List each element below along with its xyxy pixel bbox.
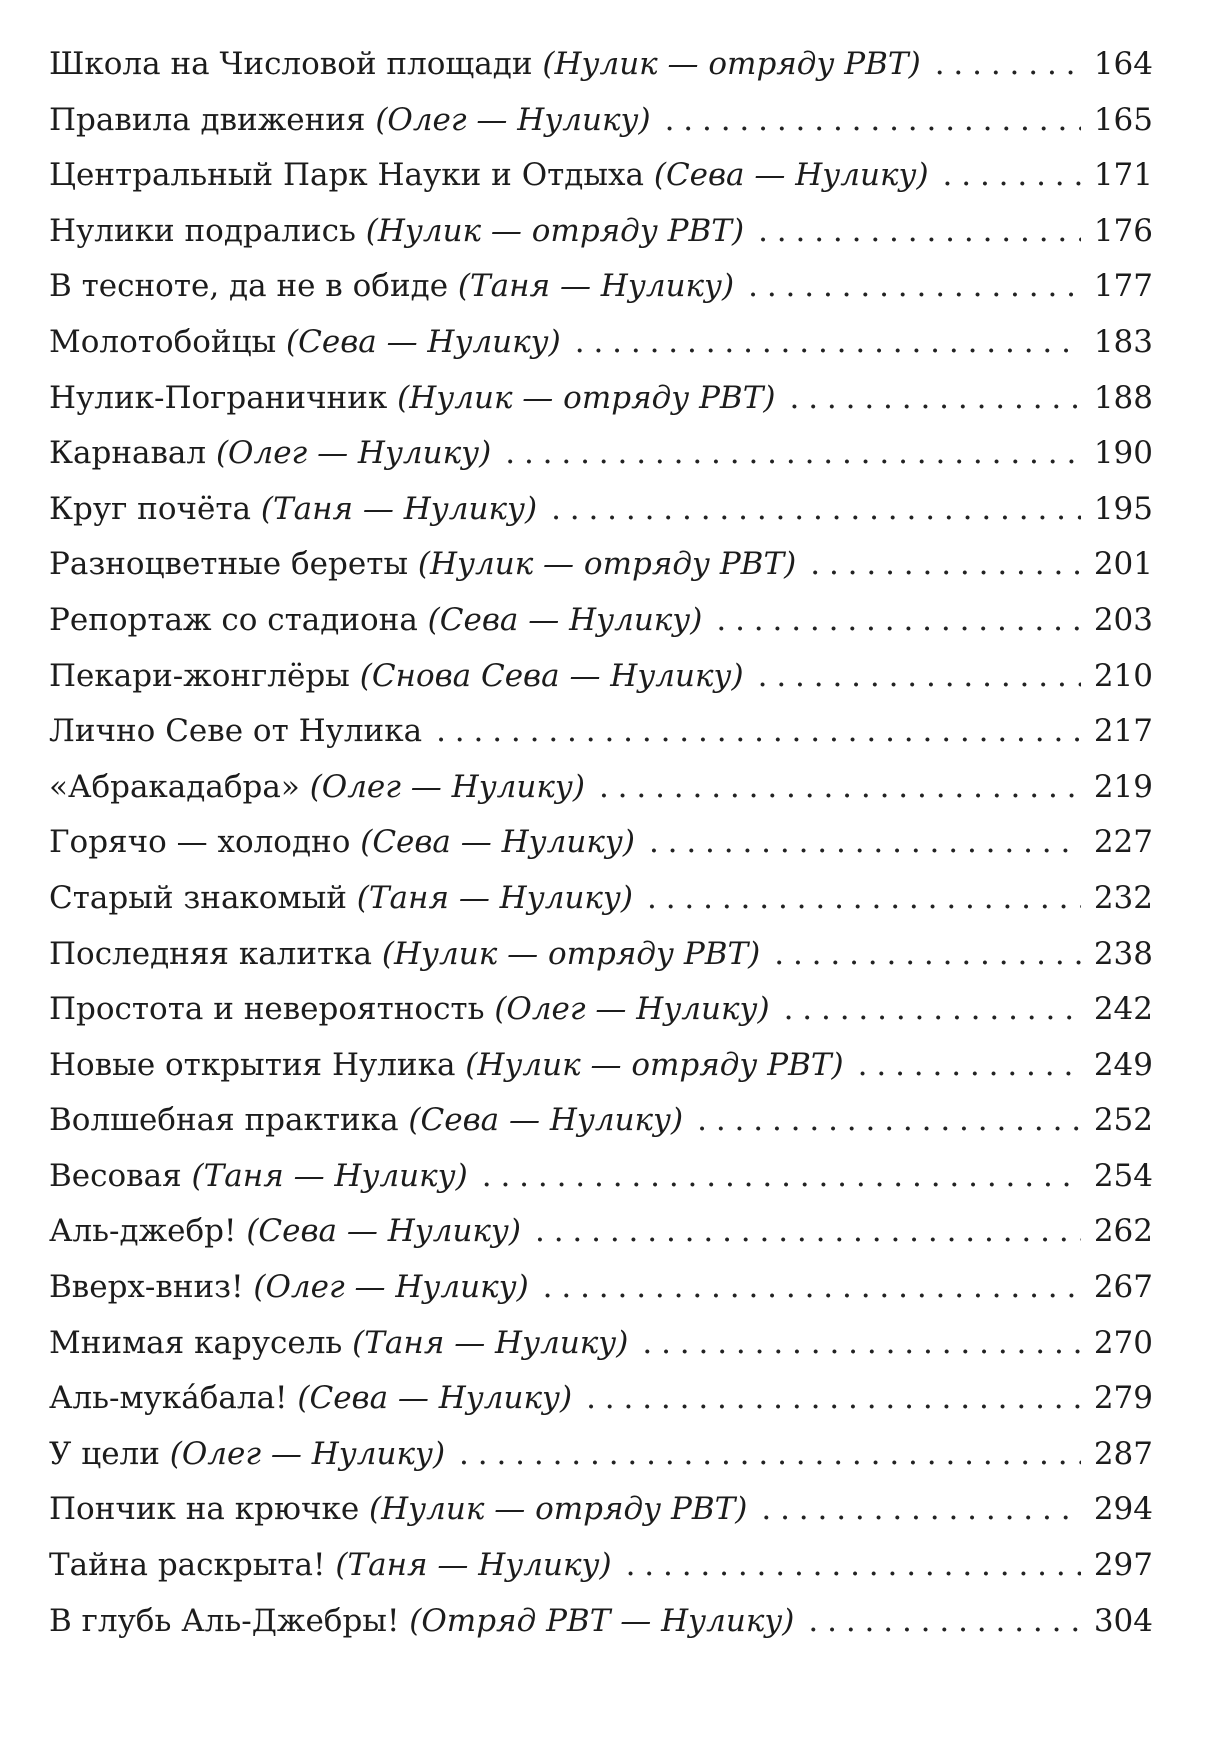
toc-entry-dot-leader (774, 927, 1081, 983)
toc-entry-dot-leader (758, 649, 1081, 705)
toc-entry (49, 1371, 1153, 1427)
toc-entry (49, 537, 1153, 593)
toc-entry (49, 1594, 1153, 1650)
toc-entry-dot-leader (665, 93, 1081, 149)
toc-entry-title: Нулики подрались (49, 212, 356, 249)
toc-entry (49, 1538, 1153, 1594)
toc-entry (49, 1038, 1153, 1094)
toc-entry-attribution: (Сева — Нулику) (286, 323, 561, 360)
toc-entry-gap (288, 1371, 298, 1427)
toc-entry-attribution: (Сева — Нулику) (360, 824, 635, 861)
toc-entry-page-number: 249 (1093, 1046, 1153, 1083)
toc-entry-page-number: 217 (1093, 713, 1153, 750)
toc-entry-attribution: (Таня — Нулику) (457, 268, 735, 305)
toc-entry-page-number: 294 (1093, 1491, 1153, 1528)
toc-entry-dot-leader (716, 593, 1081, 649)
toc-entry-page-number: 267 (1093, 1269, 1153, 1306)
toc-entry-gap (408, 537, 418, 593)
toc-entry-title: Школа на Числовой площади (49, 46, 533, 82)
toc-entry (49, 593, 1153, 649)
toc-entry-title: Центральный Парк Науки и Отдыха (49, 157, 644, 194)
toc-entry-gap (399, 1594, 409, 1650)
toc-entry-gap (387, 371, 397, 427)
toc-entry-gap (356, 204, 366, 260)
toc-entry-attribution: (Нулик — отряду РВТ) (465, 1046, 844, 1083)
toc-entry (49, 1482, 1153, 1538)
toc-entry-dot-leader (543, 1260, 1081, 1316)
toc-entry-gap (418, 593, 428, 649)
toc-entry-gap (365, 93, 375, 149)
toc-entry-page-number: 270 (1093, 1324, 1153, 1361)
toc-entry-title: Правила движения (49, 101, 366, 138)
toc-entry-dot-leader (810, 537, 1081, 593)
toc-entry-title: В тесноте, да не в обиде (49, 268, 449, 305)
toc-entry-dot-leader (649, 815, 1081, 871)
toc-entry-gap (644, 148, 654, 204)
toc-entry-title: Нулик-Пограничник (49, 379, 388, 416)
toc-entry-page-number: 177 (1093, 268, 1153, 305)
toc-entry-title: Простота и невероятность (49, 991, 485, 1028)
toc-entry-dot-leader (626, 1538, 1081, 1594)
toc-entry-dot-leader (697, 1093, 1081, 1149)
toc-entry-attribution: (Нулик — отряду РВТ) (542, 46, 921, 82)
toc-entry-page-number: 297 (1093, 1547, 1153, 1584)
toc-entry-dot-leader (436, 704, 1081, 760)
toc-entry (49, 649, 1153, 705)
toc-entry-gap (251, 482, 261, 538)
toc-entry-page-number: 219 (1093, 768, 1153, 805)
toc-entry-attribution: (Нулик — отряду РВТ) (417, 546, 797, 583)
toc-entry-title: У цели (49, 1435, 160, 1472)
toc-entry-attribution: (Таня — Нулику) (335, 1547, 612, 1584)
toc-entry-gap (484, 982, 494, 1038)
toc-entry-title: Молотобойцы (49, 323, 277, 360)
toc-entry-dot-leader (482, 1149, 1081, 1205)
toc-entry-page-number: 203 (1093, 601, 1153, 638)
toc-entry-page-number: 262 (1093, 1213, 1153, 1250)
toc-entry-title: Пончик на крючке (49, 1491, 360, 1528)
toc-entry-attribution: (Сева — Нулику) (427, 601, 703, 638)
toc-entry-gap (532, 37, 542, 93)
toc-entry-attribution: (Нулик — отряду РВТ) (365, 212, 745, 249)
toc-entry-dot-leader (808, 1594, 1081, 1650)
toc-entry-attribution: (Отряд РВТ — Нулику) (409, 1602, 795, 1639)
toc-entry-title: Мнимая карусель (49, 1324, 343, 1361)
toc-entry (49, 426, 1153, 482)
toc-entry-attribution: (Снова Сева — Нулику) (359, 657, 744, 694)
toc-entry-gap (347, 871, 357, 927)
toc-entry (49, 982, 1153, 1038)
toc-entry-gap (276, 315, 286, 371)
toc-entry-page-number: 252 (1093, 1102, 1153, 1139)
toc-entry-title: Разноцветные береты (49, 546, 409, 583)
toc-entry-title: Тайна раскрыта! (49, 1547, 326, 1584)
toc-entry-dot-leader (535, 1204, 1081, 1260)
toc-entry-attribution: (Сева — Нулику) (408, 1102, 684, 1139)
toc-entry-attribution: (Сева — Нулику) (653, 157, 929, 194)
toc-entry (49, 1260, 1153, 1316)
toc-entry-title: Аль-мука́бала! (49, 1380, 288, 1417)
toc-entry-dot-leader (505, 426, 1081, 482)
table-of-contents (49, 37, 1153, 1649)
toc-entry-title: Весовая (49, 1157, 182, 1194)
toc-entry-title: Волшебная практика (49, 1102, 399, 1139)
toc-entry-gap (300, 760, 310, 816)
toc-entry-page-number: 242 (1093, 991, 1153, 1028)
toc-entry-dot-leader (642, 1316, 1081, 1372)
toc-entry-title: Новые открытия Нулика (49, 1046, 456, 1083)
toc-entry-page-number: 195 (1093, 490, 1153, 527)
toc-entry-title: Горячо — холодно (49, 824, 351, 861)
toc-entry (49, 482, 1153, 538)
toc-entry (49, 760, 1153, 816)
toc-entry-page-number: 227 (1093, 824, 1153, 861)
toc-entry-dot-leader (935, 37, 1081, 93)
toc-entry-gap (350, 815, 360, 871)
toc-entry-gap (372, 927, 382, 983)
toc-entry (49, 1427, 1153, 1483)
toc-entry (49, 927, 1153, 983)
toc-entry-dot-leader (575, 315, 1081, 371)
toc-entry-page-number: 304 (1093, 1602, 1153, 1639)
toc-entry-dot-leader (647, 871, 1081, 927)
toc-entry-page-number: 183 (1093, 323, 1153, 360)
toc-entry-title: Пекари-жонглёры (49, 657, 350, 694)
toc-entry (49, 1316, 1153, 1372)
toc-entry-page-number: 210 (1093, 657, 1153, 694)
toc-entry-dot-leader (748, 259, 1081, 315)
toc-entry-page-number: 287 (1093, 1435, 1153, 1472)
toc-entry-title: Старый знакомый (49, 879, 347, 916)
toc-entry-dot-leader (758, 204, 1081, 260)
toc-entry-title: Лично Севе от Нулика (49, 713, 423, 750)
toc-entry-gap (359, 1482, 369, 1538)
toc-entry (49, 1149, 1153, 1205)
toc-entry-title: Аль-джебр! (49, 1213, 237, 1250)
toc-entry-dot-leader (858, 1038, 1081, 1094)
toc-entry (49, 315, 1153, 371)
toc-entry-dot-leader (789, 371, 1081, 427)
toc-entry-page-number: 238 (1093, 935, 1153, 972)
toc-entry-gap (399, 1093, 409, 1149)
toc-entry-page-number: 232 (1093, 879, 1153, 916)
toc-entry-gap (236, 1204, 246, 1260)
toc-entry-gap (350, 649, 360, 705)
toc-entry-attribution: (Олег — Нулику) (375, 101, 651, 138)
toc-entry-page-number: 279 (1093, 1380, 1153, 1417)
toc-entry-attribution: (Нулик — отряду РВТ) (397, 379, 776, 416)
toc-entry-page-number: 190 (1093, 435, 1153, 472)
toc-entry-dot-leader (459, 1427, 1081, 1483)
toc-entry-attribution: (Таня — Нулику) (191, 1157, 468, 1194)
toc-entry-dot-leader (761, 1482, 1081, 1538)
toc-entry-attribution: (Олег — Нулику) (169, 1435, 446, 1472)
toc-entry-gap (182, 1149, 192, 1205)
toc-entry-page-number: 164 (1093, 46, 1153, 82)
toc-entry-attribution: (Олег — Нулику) (253, 1269, 529, 1306)
toc-entry-dot-leader (599, 760, 1081, 816)
toc-entry-page-number: 201 (1093, 546, 1153, 583)
toc-entry-gap (326, 1538, 336, 1594)
toc-entry-gap (448, 259, 458, 315)
toc-entry-dot-leader (551, 482, 1081, 538)
toc-entry-gap (206, 426, 216, 482)
toc-entry-attribution: (Олег — Нулику) (494, 991, 770, 1028)
toc-entry-page-number: 176 (1093, 212, 1153, 249)
toc-entry-title: Репортаж со стадиона (49, 601, 418, 638)
toc-entry (49, 37, 1153, 93)
toc-entry-dot-leader (784, 982, 1081, 1038)
toc-entry-attribution: (Сева — Нулику) (297, 1380, 573, 1417)
toc-entry-gap (342, 1316, 352, 1372)
toc-entry-dot-leader (943, 148, 1081, 204)
toc-entry-attribution: (Сева — Нулику) (246, 1213, 522, 1250)
toc-entry-attribution: (Олег — Нулику) (215, 435, 492, 472)
toc-entry-page-number: 165 (1093, 101, 1153, 138)
toc-entry-dot-leader (586, 1371, 1081, 1427)
toc-entry (49, 204, 1153, 260)
toc-entry-title: Вверх-вниз! (49, 1269, 244, 1306)
toc-entry-title: «Абракадабра» (49, 768, 300, 805)
toc-entry (49, 259, 1153, 315)
toc-entry-gap (455, 1038, 465, 1094)
toc-entry-title: Круг почёта (49, 490, 251, 527)
toc-entry (49, 871, 1153, 927)
toc-entry-page-number: 171 (1093, 157, 1153, 194)
toc-entry-page-number: 188 (1093, 379, 1153, 416)
toc-entry (49, 1093, 1153, 1149)
toc-entry-gap (244, 1260, 254, 1316)
toc-entry (49, 148, 1153, 204)
toc-entry (49, 815, 1153, 871)
toc-entry (49, 93, 1153, 149)
toc-entry-gap (160, 1427, 170, 1483)
toc-entry-attribution: (Таня — Нулику) (260, 490, 538, 527)
toc-entry-attribution: (Нулик — отряду РВТ) (381, 935, 761, 972)
toc-entry-attribution: (Олег — Нулику) (309, 768, 585, 805)
toc-entry (49, 704, 1153, 760)
toc-entry-attribution: (Таня — Нулику) (356, 879, 633, 916)
toc-entry-title: Карнавал (49, 435, 207, 472)
toc-entry-attribution: (Нулик — отряду РВТ) (369, 1491, 748, 1528)
toc-entry-page-number: 254 (1093, 1157, 1153, 1194)
toc-entry-title: В глубь Аль-Джебры! (49, 1602, 400, 1639)
toc-entry (49, 371, 1153, 427)
toc-entry-attribution: (Таня — Нулику) (352, 1324, 629, 1361)
toc-entry-title: Последняя калитка (49, 935, 373, 972)
toc-entry (49, 1204, 1153, 1260)
